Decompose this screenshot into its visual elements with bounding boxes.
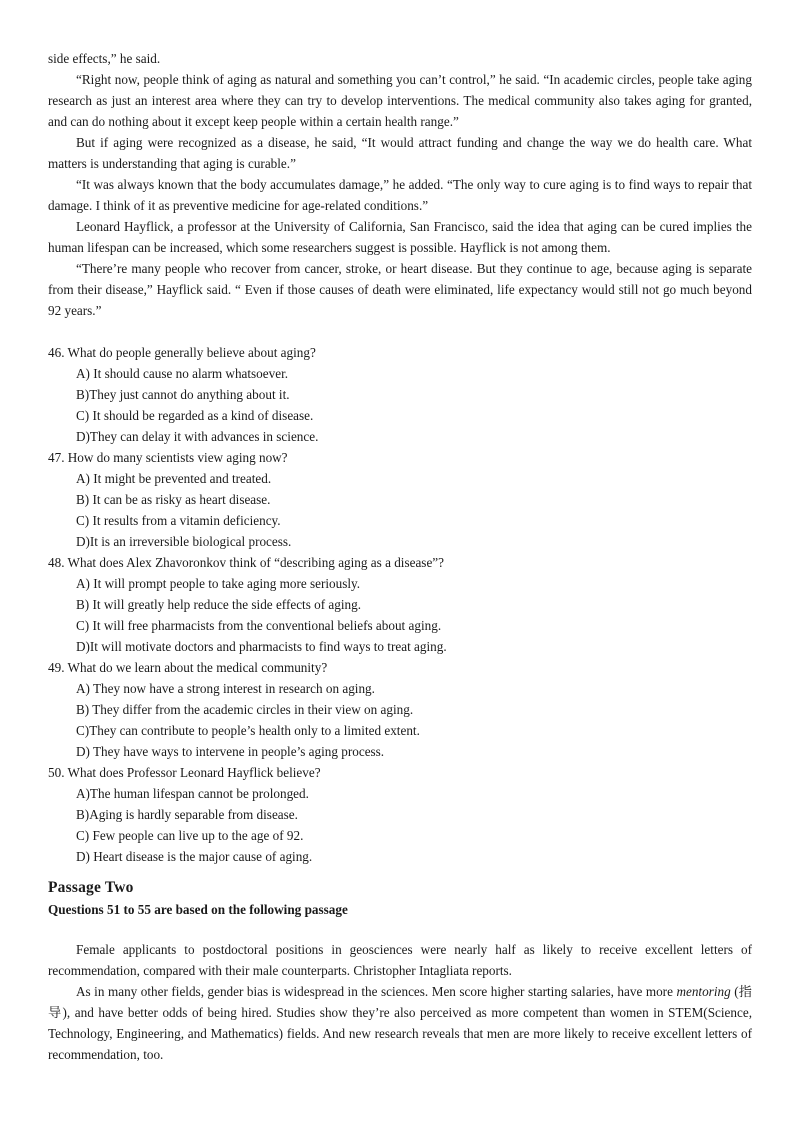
- question-stem: 47. How do many scientists view aging now?: [48, 450, 288, 465]
- question-stem: 49. What do we learn about the medical community?: [48, 660, 328, 675]
- answer-option: C)They can contribute to people’s health only to a limited extent.: [76, 723, 420, 738]
- answer-option: B) It can be as risky as heart disease.: [76, 492, 271, 507]
- passage-paragraph: side effects,” he said.: [48, 51, 161, 66]
- passage-two-subtitle: Questions 51 to 55 are based on the following passage: [48, 902, 348, 917]
- text-run: As in many other fields, gender bias is widespread in the sciences. Men score higher starting salaries, have more: [76, 984, 677, 999]
- answer-option: C) It results from a vitamin deficiency.: [76, 513, 281, 528]
- answer-option: A) It will prompt people to take aging more seriously.: [76, 576, 361, 591]
- question-stem: 46. What do people generally believe about aging?: [48, 345, 316, 360]
- answer-option: B)Aging is hardly separable from disease.: [76, 807, 298, 822]
- passage-paragraph: Female applicants to postdoctoral positions in geosciences were nearly half as likely to receive excellent letters of recommendation, compared with their male counterparts. Christopher Intagliata reports.: [48, 942, 752, 978]
- passage-paragraph: [48, 981, 752, 1065]
- question-50: [48, 762, 752, 867]
- answer-option: D)It will motivate doctors and pharmacists to find ways to treat aging.: [76, 639, 447, 654]
- passage-paragraph: “There’re many people who recover from cancer, stroke, or heart disease. But they continue to age, because aging is separate from their disease,” Hayflick said. “ Even if those causes of death were eliminated, life expectancy would still not go much beyond 92 years.”: [48, 261, 752, 318]
- answer-option: A) They now have a strong interest in research on aging.: [76, 681, 375, 696]
- passage-paragraph: “It was always known that the body accumulates damage,” he added. “The only way to cure aging is to find ways to repair that damage. I think of it as preventive medicine for age-related conditions.”: [48, 177, 752, 213]
- answer-option: D)They can delay it with advances in science.: [76, 429, 319, 444]
- exam-page: [48, 48, 752, 1065]
- passage-paragraph: Leonard Hayflick, a professor at the University of California, San Francisco, said the idea that aging can be cured implies the human lifespan can be increased, which some researchers suggest is possible. Hayflick is not among them.: [48, 219, 752, 255]
- question-48: [48, 552, 752, 657]
- answer-option: D) They have ways to intervene in people’s aging process.: [76, 744, 385, 759]
- question-stem: 50. What does Professor Leonard Hayflick believe?: [48, 765, 321, 780]
- passage-paragraph: But if aging were recognized as a disease, he said, “It would attract funding and change the way we do health care. What matters is understanding that aging is curable.”: [48, 135, 752, 171]
- question-stem: 48. What does Alex Zhavoronkov think of “describing aging as a disease”?: [48, 555, 445, 570]
- answer-option: B) They differ from the academic circles in their view on aging.: [76, 702, 414, 717]
- text-run: (指导), and have better odds of being hired. Studies show they’re also perceived as more competent than women in STEM(Science, Technology, Engineering, and Mathematics) fields. And new research reveals that men are more likely to receive excellent letters of recommendation, too.: [48, 984, 752, 1062]
- answer-option: A) It might be prevented and treated.: [76, 471, 272, 486]
- passage-paragraph: “Right now, people think of aging as natural and something you can’t control,” he said. “In academic circles, people take aging research as just an interest area where they can try to develop interventions. The medical community also takes aging for granted, and can do nothing about it except keep people within a certain health range.”: [48, 72, 752, 129]
- answer-option: B)They just cannot do anything about it.: [76, 387, 290, 402]
- answer-option: A)The human lifespan cannot be prolonged.: [76, 786, 309, 801]
- answer-option: C) Few people can live up to the age of 92.: [76, 828, 304, 843]
- answer-option: D)It is an irreversible biological process.: [76, 534, 292, 549]
- answer-option: A) It should cause no alarm whatsoever.: [76, 366, 289, 381]
- question-46: [48, 342, 752, 447]
- question-47: [48, 447, 752, 552]
- italic-term: mentoring: [676, 984, 731, 999]
- answer-option: B) It will greatly help reduce the side effects of aging.: [76, 597, 362, 612]
- answer-option: D) Heart disease is the major cause of aging.: [76, 849, 313, 864]
- question-49: [48, 657, 752, 762]
- passage-two-title: Passage Two: [48, 879, 134, 896]
- answer-option: C) It should be regarded as a kind of disease.: [76, 408, 314, 423]
- answer-option: C) It will free pharmacists from the conventional beliefs about aging.: [76, 618, 442, 633]
